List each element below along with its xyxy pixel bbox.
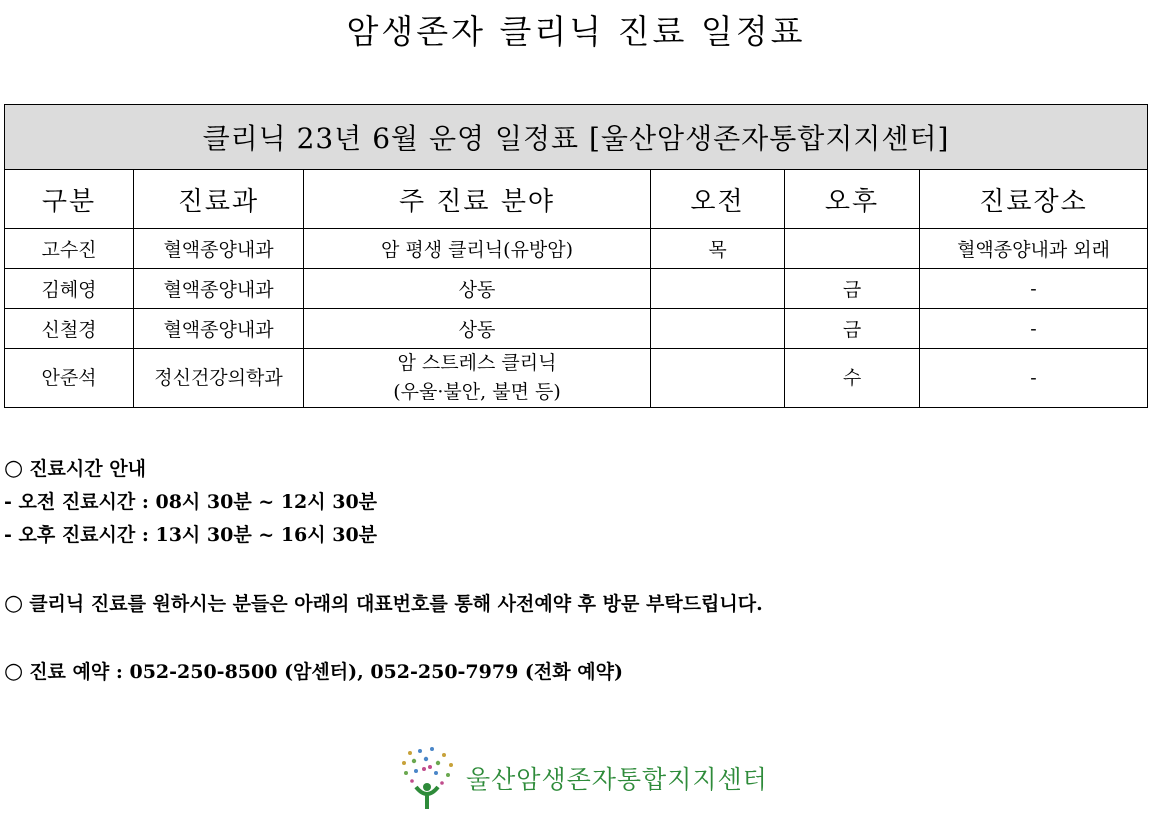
cell-name: 고수진 (5, 229, 134, 269)
cell-place: - (920, 309, 1148, 349)
table-caption: 클리닉 23년 6월 운영 일정표 [울산암생존자통합지지센터] (5, 105, 1148, 170)
cell-name: 신철경 (5, 309, 134, 349)
header-place: 진료장소 (920, 170, 1148, 229)
cell-place: - (920, 349, 1148, 408)
table-header-row (5, 170, 1148, 229)
footer-logo (396, 742, 796, 814)
header-am: 오전 (651, 170, 785, 229)
circle-bullet-icon: ○ (4, 456, 24, 481)
hours-title-text: 진료시간 안내 (29, 458, 146, 480)
cell-am (651, 269, 785, 309)
cell-field: 상동 (304, 309, 651, 349)
hours-title (4, 452, 763, 486)
cell-am (651, 349, 785, 408)
header-category: 구분 (5, 170, 134, 229)
table-caption-row (5, 105, 1148, 170)
cell-place: 혈액종양내과 외래 (920, 229, 1148, 269)
reservation-notice-text: 클리닉 진료를 원하시는 분들은 아래의 대표번호를 통해 사전예약 후 방문 부탁드립니다. (29, 593, 763, 615)
notes-section (4, 452, 763, 689)
cell-pm (785, 229, 920, 269)
cell-name: 김혜영 (5, 269, 134, 309)
cell-pm: 금 (785, 269, 920, 309)
circle-bullet-icon: ○ (4, 659, 24, 684)
cell-name: 안준석 (5, 349, 134, 408)
header-pm: 오후 (785, 170, 920, 229)
schedule-table (4, 104, 1148, 408)
table-row (5, 269, 1148, 309)
cell-field: 암 평생 클리닉(유방암) (304, 229, 651, 269)
cell-department: 혈액종양내과 (134, 309, 304, 349)
am-hours: - 오전 진료시간 : 08시 30분 ~ 12시 30분 (4, 491, 378, 513)
cell-field-line2: (우울·불안, 불면 등) (393, 381, 561, 403)
contact-info (4, 655, 763, 689)
cell-department: 정신건강의학과 (134, 349, 304, 408)
cell-department: 혈액종양내과 (134, 229, 304, 269)
header-department: 진료과 (134, 170, 304, 229)
cell-pm: 금 (785, 309, 920, 349)
reservation-notice (4, 587, 763, 621)
logo-name: 울산암생존자통합지지센터 (466, 765, 768, 794)
cell-am (651, 309, 785, 349)
cell-field: 상동 (304, 269, 651, 309)
cell-field (304, 349, 651, 408)
contact-text: 진료 예약 : 052-250-8500 (암센터), 052-250-7979 (전화 예약) (29, 661, 623, 683)
cell-field-line1: 암 스트레스 클리닉 (397, 352, 557, 374)
pm-hours: - 오후 진료시간 : 13시 30분 ~ 16시 30분 (4, 524, 378, 546)
page-title: 암생존자 클리닉 진료 일정표 (346, 12, 806, 51)
table-row (5, 309, 1148, 349)
table-row (5, 349, 1148, 408)
cell-am: 목 (651, 229, 785, 269)
cell-place: - (920, 269, 1148, 309)
cell-pm: 수 (785, 349, 920, 408)
tree-person-logo-icon (396, 743, 458, 813)
header-field: 주 진료 분야 (304, 170, 651, 229)
cell-department: 혈액종양내과 (134, 269, 304, 309)
table-row (5, 229, 1148, 269)
circle-bullet-icon: ○ (4, 591, 24, 616)
